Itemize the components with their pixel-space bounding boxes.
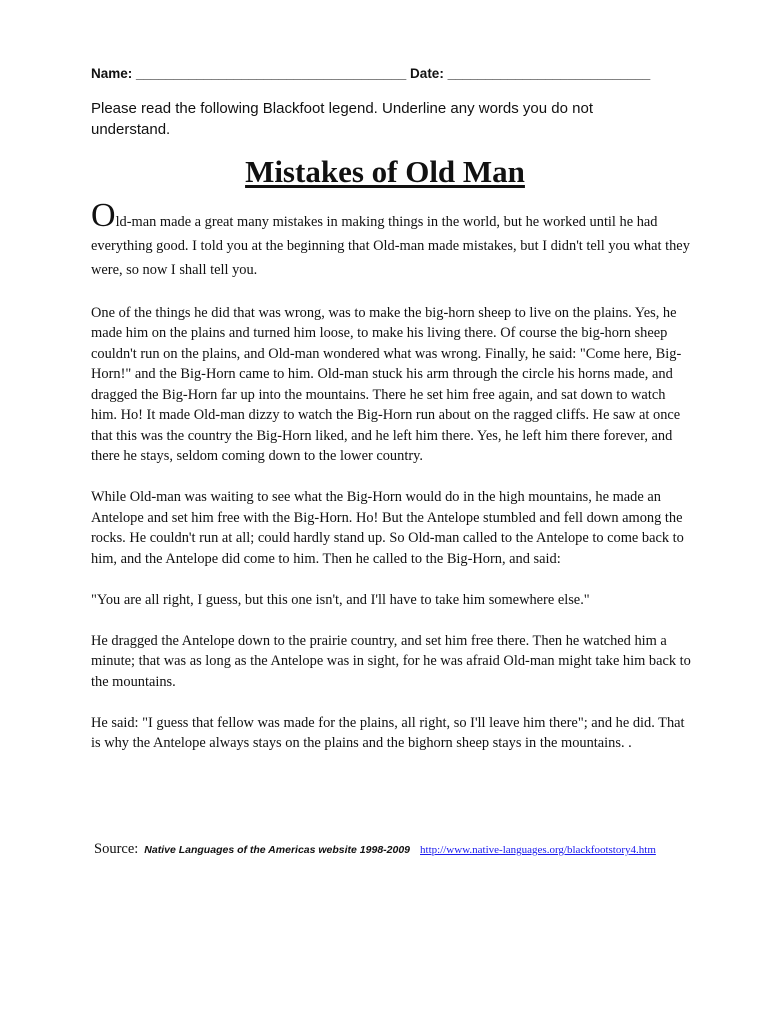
story-paragraph-3: While Old-man was waiting to see what the Big-Horn would do in the high mountains, he made an Antelope and set him free with the Big-Horn. Ho! But the Antelope stumbled and fell down among the rocks. He couldn't run at all; could hardly stand up. So Old-man called to the Antelope to come back to him, and the Antelope did come to him. Then he called to the Big-Horn, and said: — [91, 489, 684, 567]
name-date-field: Name: ____________________________________ Date: ___________________________ — [91, 66, 651, 81]
story-paragraph-1-text: ld-man made a great many mistakes in making things in the world, but he worked until he had everything good. I told you at the beginning that Old-man made mistakes, but I didn't tell you what they were, so now I shall tell you. — [91, 214, 690, 278]
story-paragraph-5: He dragged the Antelope down to the prairie country, and set him free there. Then he watched him a minute; that was as long as the Antelope was in sight, for he was afraid Old-man might take him back to the mountains. — [91, 632, 691, 690]
instructions: Please read the following Blackfoot legend. Underline any words you do not understand. — [91, 100, 593, 138]
story-paragraph-1 — [91, 197, 691, 282]
source-title: Native Languages of the Americas website 1998-2009 — [144, 844, 411, 856]
story-paragraph-6: He said: "I guess that fellow was made for the plains, all right, so I'll leave him there"; and he did. That is why the Antelope always stays on the plains and the bighorn sheep stays in the mountains. . — [91, 714, 685, 751]
drop-cap: O — [91, 197, 116, 234]
story-paragraph-4: "You are all right, I guess, but this one isn't, and I'll have to take him somewhere else." — [91, 591, 590, 608]
story-paragraph-2: One of the things he did that was wrong, was to make the big-horn sheep to live on the plains. Yes, he made him on the plains and turned him loose, to make his living there. Of course the big-horn sheep couldn't run on the plains, and Old-man wondered what was wrong. Finally, he said: "Come here, Big-Horn!" and the Big-Horn came to him. Old-man stuck his arm through the circle his horns made, and dragged the Big-Horn far up into the mountains. There he set him free again, and sat down to watch him. Ho! It made Old-man dizzy to watch the Big-Horn run about on the ragged cliffs. He saw at once that this was the country the Big-Horn liked, and he left him there. Yes, he left him there forever, and there he stays, seldom coming down to the lower country. — [91, 304, 682, 464]
source-link[interactable]: http://www.native-languages.org/blackfootstory4.htm — [420, 844, 656, 856]
page-title: Mistakes of Old Man — [245, 154, 525, 189]
source-citation — [94, 840, 714, 858]
story-body — [91, 197, 691, 774]
source-label: Source: — [94, 841, 139, 857]
